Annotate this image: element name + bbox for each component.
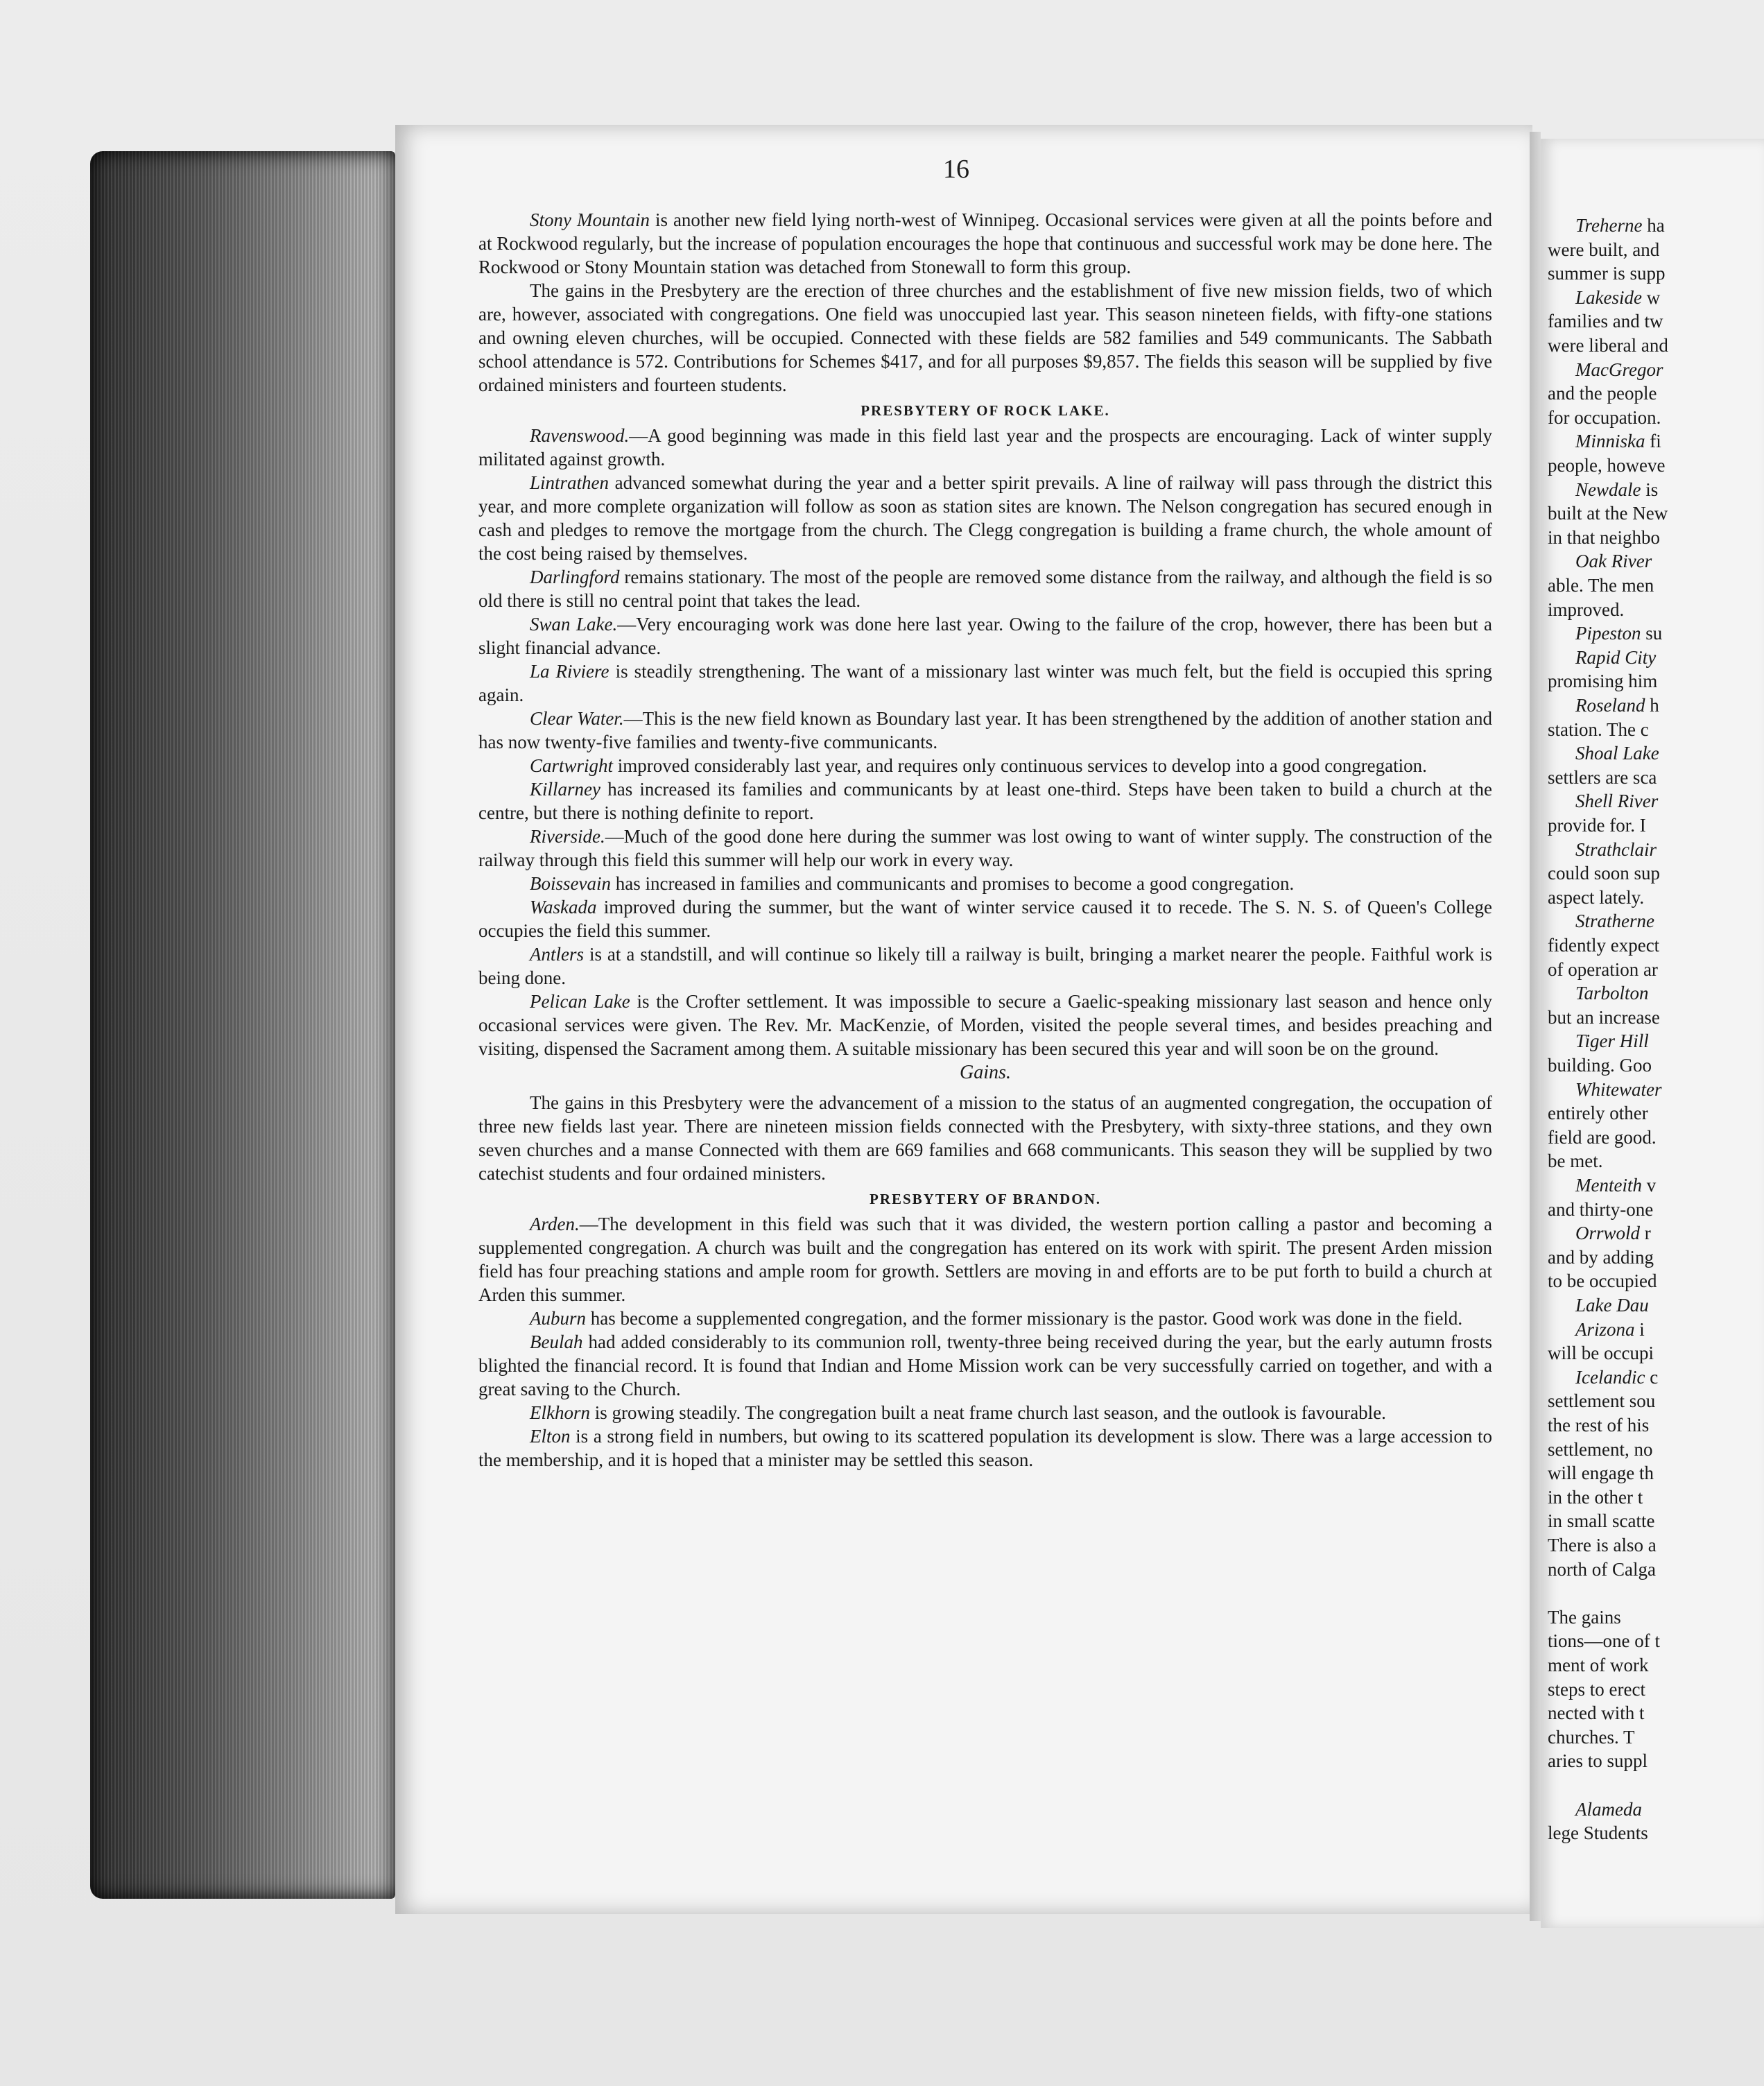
paragraph-text: is steadily strengthening. The want of a missionary last winter was much felt, but the field is occupied this spring again. <box>478 661 1493 705</box>
right-page-line <box>1575 1295 1649 1316</box>
right-page-line <box>1548 1607 1621 1628</box>
right-page-line <box>1548 335 1668 356</box>
right-page-line <box>1548 1390 1655 1412</box>
paragraph <box>478 707 1492 754</box>
field-name: Killarney <box>530 779 600 800</box>
line-text: field are good. <box>1548 1126 1657 1148</box>
right-page-line <box>1548 719 1649 741</box>
field-name: Cartwright <box>530 755 614 776</box>
field-name: Ravenswood. <box>530 425 630 446</box>
separator <box>609 472 615 493</box>
right-page-line <box>1548 311 1663 332</box>
right-page-line <box>1548 767 1657 788</box>
line-text: There is also a <box>1548 1535 1657 1555</box>
field-name: Orrwold <box>1575 1223 1641 1244</box>
paragraph-text: has increased its families and communicants by at least one-third. Steps have been taken to build a church at the centre, but there is nothing definite to report. <box>478 779 1493 823</box>
right-page-line <box>1575 647 1656 669</box>
field-name: Elton <box>530 1426 571 1447</box>
line-text: nected with t <box>1548 1703 1645 1724</box>
line-text: and by adding <box>1548 1246 1654 1268</box>
field-name: Rapid City <box>1575 646 1657 668</box>
right-page-line <box>1575 551 1652 572</box>
line-text: entirely other <box>1548 1103 1648 1124</box>
paragraph-text: The development in this field was such that it was divided, the western portion calling a pastor and becoming a supplemented congregation. A church was built and the congregation has entered on its work with spirit. The present Arden mission field has four preaching stations and ample room for growth. Settlers are moving in and efforts are to be put forth to build a church at Arden this summer. <box>478 1214 1492 1305</box>
separator: — <box>623 708 643 729</box>
paragraph <box>478 565 1492 612</box>
field-name: Swan Lake. <box>530 614 618 635</box>
right-page-line <box>1548 887 1644 908</box>
right-page-line <box>1548 1655 1648 1676</box>
right-page-line <box>1575 1367 1658 1388</box>
line-text: aries to suppl <box>1548 1750 1648 1772</box>
book-page-edges <box>90 151 395 1899</box>
line-text: station. The c <box>1548 718 1649 740</box>
paragraph <box>478 279 1492 397</box>
paragraph <box>478 1307 1492 1330</box>
paragraph <box>478 872 1492 895</box>
separator <box>584 944 589 965</box>
right-page-line <box>1575 1799 1642 1820</box>
field-name: Boissevain <box>530 873 611 894</box>
line-text: lege Students <box>1548 1822 1648 1844</box>
separator <box>613 755 618 776</box>
right-page-line <box>1548 1007 1660 1028</box>
right-page-line <box>1575 839 1657 861</box>
paragraph <box>478 612 1492 660</box>
line-text: tions—one of t <box>1548 1630 1660 1652</box>
field-name: Riverside. <box>530 826 605 847</box>
paragraph-text: This is the new field known as Boundary last year. It has been strengthened by the addition of another station and has now twenty-five families and twenty-five communicants. <box>478 708 1493 752</box>
field-name: Stratherne <box>1575 911 1654 932</box>
right-page-line <box>1548 959 1658 981</box>
line-text: were liberal and <box>1548 335 1668 356</box>
right-page-line <box>1548 1487 1643 1508</box>
separator: — <box>617 614 637 635</box>
line-text: to be occupied <box>1548 1270 1657 1292</box>
line-text: in small scatte <box>1548 1510 1655 1532</box>
line-text: c <box>1645 1366 1659 1388</box>
paragraph <box>478 990 1492 1060</box>
field-name: Lakeside <box>1575 286 1642 308</box>
line-text: steps to erect <box>1548 1678 1645 1700</box>
right-page-line <box>1548 935 1659 956</box>
line-text: building. Goo <box>1548 1055 1652 1076</box>
separator: — <box>579 1214 598 1234</box>
right-page-line <box>1548 383 1657 404</box>
right-page-line <box>1548 263 1666 284</box>
field-name: Strathclair <box>1575 838 1657 860</box>
field-name: Whitewater <box>1575 1078 1662 1100</box>
line-text: were built, and <box>1548 239 1660 260</box>
right-page-line <box>1548 1150 1602 1172</box>
right-page-line <box>1575 695 1659 716</box>
line-text: will be occupi <box>1548 1343 1654 1364</box>
right-page-line <box>1548 1535 1657 1556</box>
right-page-line <box>1548 1510 1654 1532</box>
line-text: settlers are sca <box>1548 766 1657 788</box>
paragraph-text: remains stationary. The most of the people are removed some distance from the railway, and although the field is so old there is still no central point that takes the lead. <box>478 567 1493 611</box>
right-page-line <box>1548 407 1661 429</box>
right-page-line <box>1575 1079 1661 1101</box>
right-page-line <box>1575 479 1658 501</box>
separator <box>600 779 607 800</box>
right-page-line <box>1548 1559 1656 1580</box>
field-name: La Riviere <box>530 661 609 682</box>
paragraph-text: improved during the summer, but the want of winter service caused it to recede. The S. N. S. of Queen's College occupies the field this summer. <box>478 897 1492 941</box>
paragraph <box>478 895 1492 942</box>
separator <box>597 897 604 917</box>
right-page-line <box>1575 983 1649 1004</box>
paragraph-text: Much of the good done here during the summer was lost owing to want of winter supply. The construction of the railway through this field this summer will help our work in every way. <box>478 826 1492 870</box>
right-page-line <box>1548 1103 1648 1124</box>
line-text: ment of work <box>1548 1655 1649 1675</box>
field-name: Pipeston <box>1575 623 1641 644</box>
line-text: north of Calga <box>1548 1558 1656 1580</box>
paragraph-text: Very encouraging work was done here last year. Owing to the failure of the crop, however, there has been but a slight financial advance. <box>478 614 1493 658</box>
paragraph <box>478 825 1492 872</box>
paragraph-text: improved considerably last year, and requires only continuous services to develop into a good congregation. <box>617 755 1427 776</box>
right-page-line <box>1548 527 1660 549</box>
paragraph <box>478 1424 1492 1472</box>
paragraph <box>478 1091 1492 1185</box>
separator <box>586 1308 591 1329</box>
line-text: churches. T <box>1548 1726 1635 1748</box>
right-page-line <box>1548 455 1665 476</box>
field-name: Clear Water. <box>530 708 624 729</box>
line-text: settlement, no <box>1548 1438 1653 1460</box>
presbytery-heading: PRESBYTERY OF BRANDON. <box>870 1191 1101 1207</box>
right-page-line <box>1548 1247 1654 1268</box>
line-text: settlement sou <box>1548 1390 1656 1412</box>
right-page-line <box>1575 911 1654 932</box>
paragraph-text: had added considerably to its communion roll, twenty-three being received during the year, but the early autumn frosts blighted the financial record. It is found that Indian and Home Mission work can be very successfully carried on together, and with a great saving to the Church. <box>478 1331 1492 1399</box>
paragraph <box>478 942 1492 990</box>
field-name: Treherne <box>1575 215 1643 236</box>
field-name: Pelican Lake <box>530 991 630 1012</box>
right-page-line <box>1548 239 1659 261</box>
right-page-line <box>1548 1703 1644 1724</box>
field-name: Beulah <box>530 1331 583 1352</box>
line-text: be met. <box>1548 1150 1603 1172</box>
line-text: the rest of his <box>1548 1415 1650 1436</box>
paragraph <box>478 754 1492 777</box>
field-name: Tiger Hill <box>1575 1031 1649 1052</box>
line-text: people, howeve <box>1548 455 1666 476</box>
paragraph-text: has become a supplemented congregation, and the former missionary is the pastor. Good work was done in the field. <box>590 1308 1463 1329</box>
line-text: r <box>1640 1223 1651 1244</box>
field-name: Arden. <box>530 1214 580 1234</box>
right-page-line <box>1548 599 1624 621</box>
paragraph <box>478 471 1492 565</box>
paragraph-text: The gains in this Presbytery were the advancement of a mission to the status of an augmented congregation, the occupation of three new fields last year. There are nineteen mission fields connected with the Presbytery, with sixty-three stations, and they own seven churches and a manse Connected with them are 669 families and 668 communicants. This season they will be supplied by two catechist students and four ordained ministers. <box>478 1092 1492 1184</box>
line-text: ha <box>1642 215 1665 236</box>
paragraph-text: advanced somewhat during the year and a better spirit prevails. A line of railway will pass through the district this year, and more complete organization will follow as soon as station sites are known. The Nelson congregation has secured enough in cash and pledges to remove the mortgage from the church. The Clegg congregation is building a frame church, the whole amount of the cost being raised by themselves. <box>478 472 1493 564</box>
field-name: Auburn <box>530 1308 586 1329</box>
paragraph-text: is another new field lying north-west of Winnipeg. Occasional services were given at all the points before and at Rockwood regularly, but the increase of population encourages the hope that continuous and successful work may be done here. The Rockwood or Stony Mountain station was detached from Stonewall to form this group. <box>478 209 1492 277</box>
paragraph-text: is a strong field in numbers, but owing to its scattered population its development is slow. There was a large accession to the membership, and it is hoped that a minister may be settled this season. <box>478 1426 1492 1470</box>
separator: — <box>629 425 648 446</box>
field-name: Elkhorn <box>530 1402 590 1423</box>
right-page-line <box>1575 743 1659 764</box>
paragraph-text: has increased in families and communicants and promises to become a good congregation. <box>615 873 1295 894</box>
right-page-line <box>1575 1031 1649 1052</box>
line-text: su <box>1641 623 1663 644</box>
right-page-line <box>1548 1055 1652 1076</box>
field-name: Minniska <box>1575 431 1645 452</box>
line-text: The gains <box>1548 1606 1621 1628</box>
line-text: provide for. I <box>1548 815 1646 836</box>
right-page-line <box>1548 1127 1657 1148</box>
page-gutter <box>1530 132 1541 1921</box>
line-text: able. The men <box>1548 575 1654 596</box>
line-text: for occupation. <box>1548 406 1661 428</box>
line-text: and thirty-one <box>1548 1198 1654 1220</box>
right-page-line <box>1575 431 1661 452</box>
line-text: i <box>1634 1318 1645 1340</box>
line-text: families and tw <box>1548 311 1663 332</box>
right-page-line <box>1548 863 1660 884</box>
line-text: in that neighbo <box>1548 526 1660 548</box>
paragraph <box>478 424 1492 471</box>
field-name: Stony Mountain <box>530 209 650 230</box>
field-name: Darlingford <box>530 567 620 587</box>
line-text: of operation ar <box>1548 958 1658 980</box>
field-name: Tarbolton <box>1575 983 1649 1004</box>
paragraph <box>478 208 1492 279</box>
line-text: h <box>1645 695 1659 716</box>
field-name: Shoal Lake <box>1575 743 1659 764</box>
paragraph-text: is at a standstill, and will continue so likely till a railway is built, bringing a market nearer the people. Faithful work is being done. <box>478 944 1493 988</box>
paragraph <box>478 777 1492 825</box>
paragraph <box>478 1212 1492 1307</box>
field-name: Lake Dau <box>1575 1295 1649 1316</box>
field-name: Roseland <box>1575 695 1645 716</box>
right-page-line <box>1548 1270 1657 1292</box>
paragraph <box>478 1330 1492 1401</box>
line-text: v <box>1641 1175 1657 1196</box>
paragraph-text: A good beginning was made in this field last year and the prospects are encouraging. Lack of winter supply militated against growth. <box>478 425 1492 469</box>
paragraph-text: The gains in the Presbytery are the erection of three churches and the establishment of five new mission fields, two of which are, however, associated with congregations. One field was unoccupied last year. This season nineteen fields, with fifty-one stations and owning eleven churches, will be occupied. Connected with these fields are 582 families and 549 communicants. The Sabbath school attendance is 572. Contributions for Schemes $417, and for all purposes $9,857. The fields this season will be supplied by five ordained ministers and fourteen students. <box>478 280 1492 395</box>
right-page-line <box>1548 1822 1648 1844</box>
separator <box>611 873 616 894</box>
right-page-line <box>1575 215 1665 236</box>
line-text: w <box>1641 286 1661 308</box>
right-page-line <box>1548 671 1657 692</box>
field-name: MacGregor <box>1575 359 1663 380</box>
right-page <box>1541 139 1764 1928</box>
right-page-line <box>1548 1439 1652 1460</box>
right-page-line <box>1548 1679 1645 1700</box>
right-page-line <box>1548 1630 1660 1652</box>
field-name: Lintrathen <box>530 472 609 493</box>
line-text: summer is supp <box>1548 263 1666 284</box>
field-name: Arizona <box>1575 1318 1635 1340</box>
field-name: Menteith <box>1575 1175 1642 1196</box>
paragraph-text: is growing steadily. The congregation built a neat frame church last season, and the outlook is favourable. <box>594 1402 1386 1423</box>
line-text: but an increase <box>1548 1006 1660 1028</box>
line-text: and the people <box>1548 383 1657 404</box>
right-page-line <box>1548 1415 1649 1436</box>
field-name: Oak River <box>1575 551 1652 572</box>
line-text: could soon sup <box>1548 863 1660 884</box>
field-name: Waskada <box>530 897 597 917</box>
field-name: Shell River <box>1575 791 1659 812</box>
line-text: fidently expect <box>1548 935 1660 956</box>
right-page-line <box>1548 1343 1654 1364</box>
line-text: fi <box>1645 431 1661 452</box>
right-page-line <box>1575 1223 1651 1244</box>
paragraph <box>478 660 1492 707</box>
page-number: 16 <box>943 155 969 184</box>
line-text: improved. <box>1548 598 1625 620</box>
line-text: is <box>1641 479 1659 500</box>
separator <box>609 661 616 682</box>
separator <box>582 1331 588 1352</box>
paragraph-text: is the Crofter settlement. It was impossible to secure a Gaelic-speaking missionary last season and hence only occasional services were given. The Rev. Mr. MacKenzie, of Morden, visited the people several times, and besides preaching and visiting, dispensed the Sacrament among them. A suitable missionary has been secured this year and will soon be on the ground. <box>478 991 1493 1059</box>
field-name: Antlers <box>530 944 584 965</box>
line-text: will engage th <box>1548 1463 1654 1484</box>
right-page-line <box>1548 815 1646 836</box>
line-text: built at the New <box>1548 503 1668 524</box>
right-page-line <box>1575 1175 1656 1196</box>
presbytery-heading: PRESBYTERY OF ROCK LAKE. <box>861 402 1110 419</box>
right-page-line <box>1575 623 1662 644</box>
right-page-line <box>1548 503 1668 524</box>
right-page-line <box>1548 1463 1654 1484</box>
field-name: Alameda <box>1575 1798 1642 1820</box>
separator: — <box>605 826 624 847</box>
section-subheading: Gains. <box>960 1062 1011 1083</box>
right-page-line <box>1548 1750 1648 1772</box>
right-page-line <box>1575 359 1663 381</box>
right-page-line <box>1575 287 1660 309</box>
separator <box>650 209 655 230</box>
line-text: in the other t <box>1548 1486 1643 1508</box>
right-page-line <box>1575 791 1658 812</box>
left-page-text <box>478 208 1492 1472</box>
separator <box>590 1402 595 1423</box>
right-page-line <box>1548 1727 1634 1748</box>
line-text: aspect lately. <box>1548 886 1645 908</box>
right-page-line <box>1548 575 1654 596</box>
paragraph <box>478 1401 1492 1424</box>
field-name: Newdale <box>1575 479 1641 500</box>
field-name: Icelandic <box>1575 1366 1645 1388</box>
line-text: promising him <box>1548 671 1658 692</box>
right-page-line <box>1548 1199 1653 1221</box>
right-page-line <box>1575 1319 1645 1341</box>
